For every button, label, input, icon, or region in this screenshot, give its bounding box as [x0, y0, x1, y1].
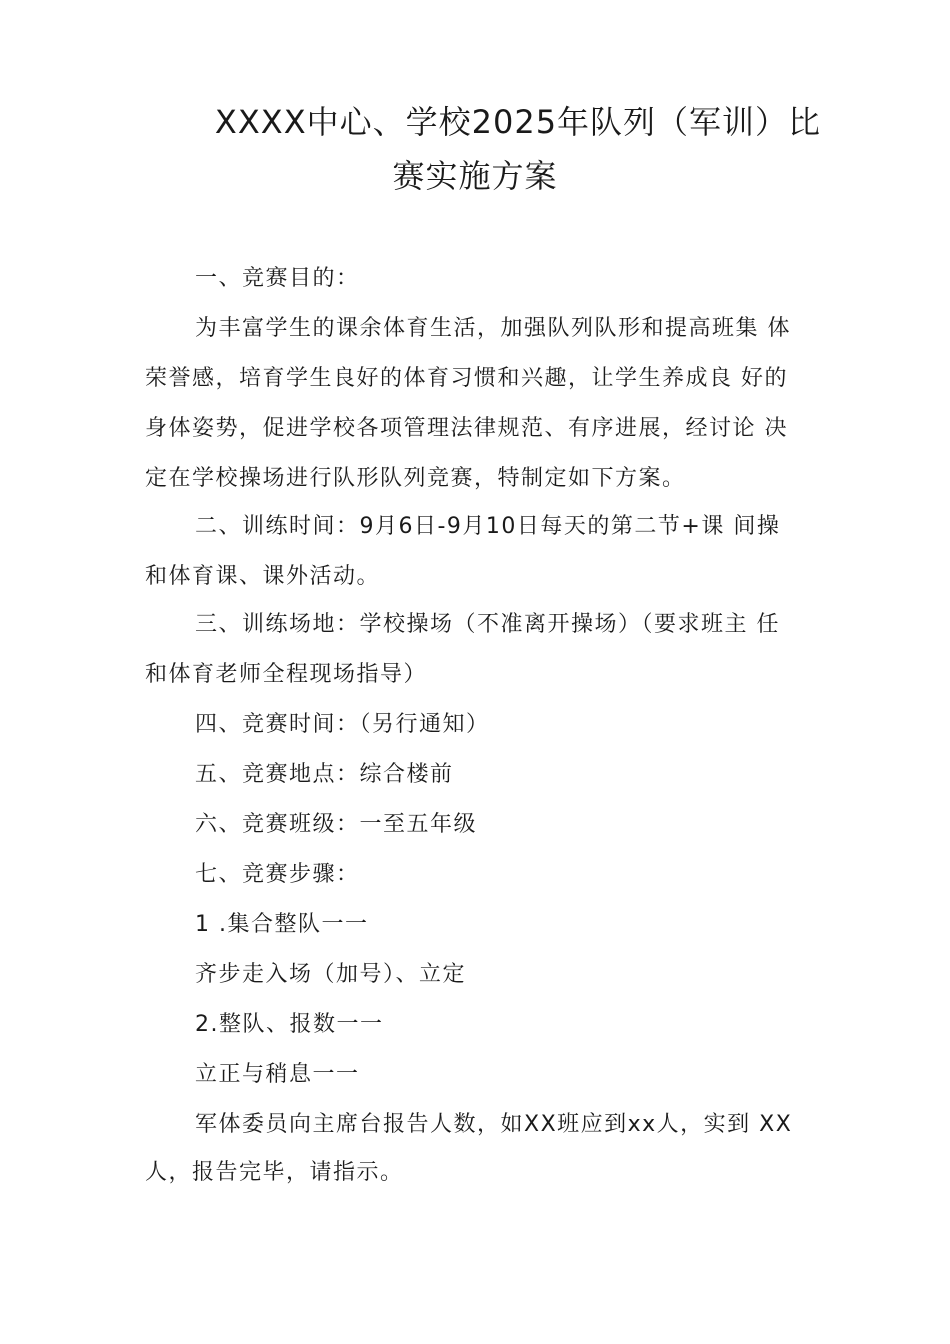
paragraph-line: 身体姿势，促进学校各项管理法律规范、有序进展，经讨论 决 — [145, 416, 788, 441]
document-title-line-2: 赛实施方案 — [392, 157, 558, 195]
section-heading-training-time: 二、训练时间：9月6日-9月10日每天的第二节+课 间操 — [195, 514, 781, 539]
paragraph-line: 人，报告完毕，请指示。 — [145, 1160, 404, 1185]
paragraph-line: 军体委员向主席台报告人数，如XX班应到xx人，实到 XX — [195, 1112, 793, 1137]
paragraph-line: 和体育课、课外活动。 — [145, 564, 381, 589]
section-heading-purpose: 一、竞赛目的： — [195, 266, 360, 291]
step-item: 1 .集合整队一一 — [195, 912, 369, 937]
section-heading-competition-location: 五、竞赛地点：综合楼前 — [195, 762, 454, 787]
paragraph-line: 荣誉感，培育学生良好的体育习惯和兴趣，让学生养成良 好的 — [145, 366, 788, 391]
section-heading-competition-time: 四、竞赛时间：（另行通知） — [195, 712, 490, 737]
section-heading-competition-steps: 七、竞赛步骤： — [195, 862, 360, 887]
document-title-line-1: XXXX中心、学校2025年队列（军训）比 — [214, 103, 822, 141]
step-detail: 齐步走入场（加号）、立定 — [195, 962, 467, 987]
paragraph-line: 和体育老师全程现场指导） — [145, 662, 428, 687]
section-heading-competition-classes: 六、竞赛班级：一至五年级 — [195, 812, 478, 837]
paragraph-line: 为丰富学生的课余体育生活，加强队列队形和提高班集 体 — [195, 316, 791, 341]
section-heading-training-venue: 三、训练场地：学校操场（不准离开操场）（要求班主 任 — [195, 612, 780, 637]
paragraph-line: 定在学校操场进行队形队列竞赛，特制定如下方案。 — [145, 466, 686, 491]
step-item: 2.整队、报数一一 — [195, 1012, 384, 1037]
step-detail: 立正与稍息一一 — [195, 1062, 360, 1087]
